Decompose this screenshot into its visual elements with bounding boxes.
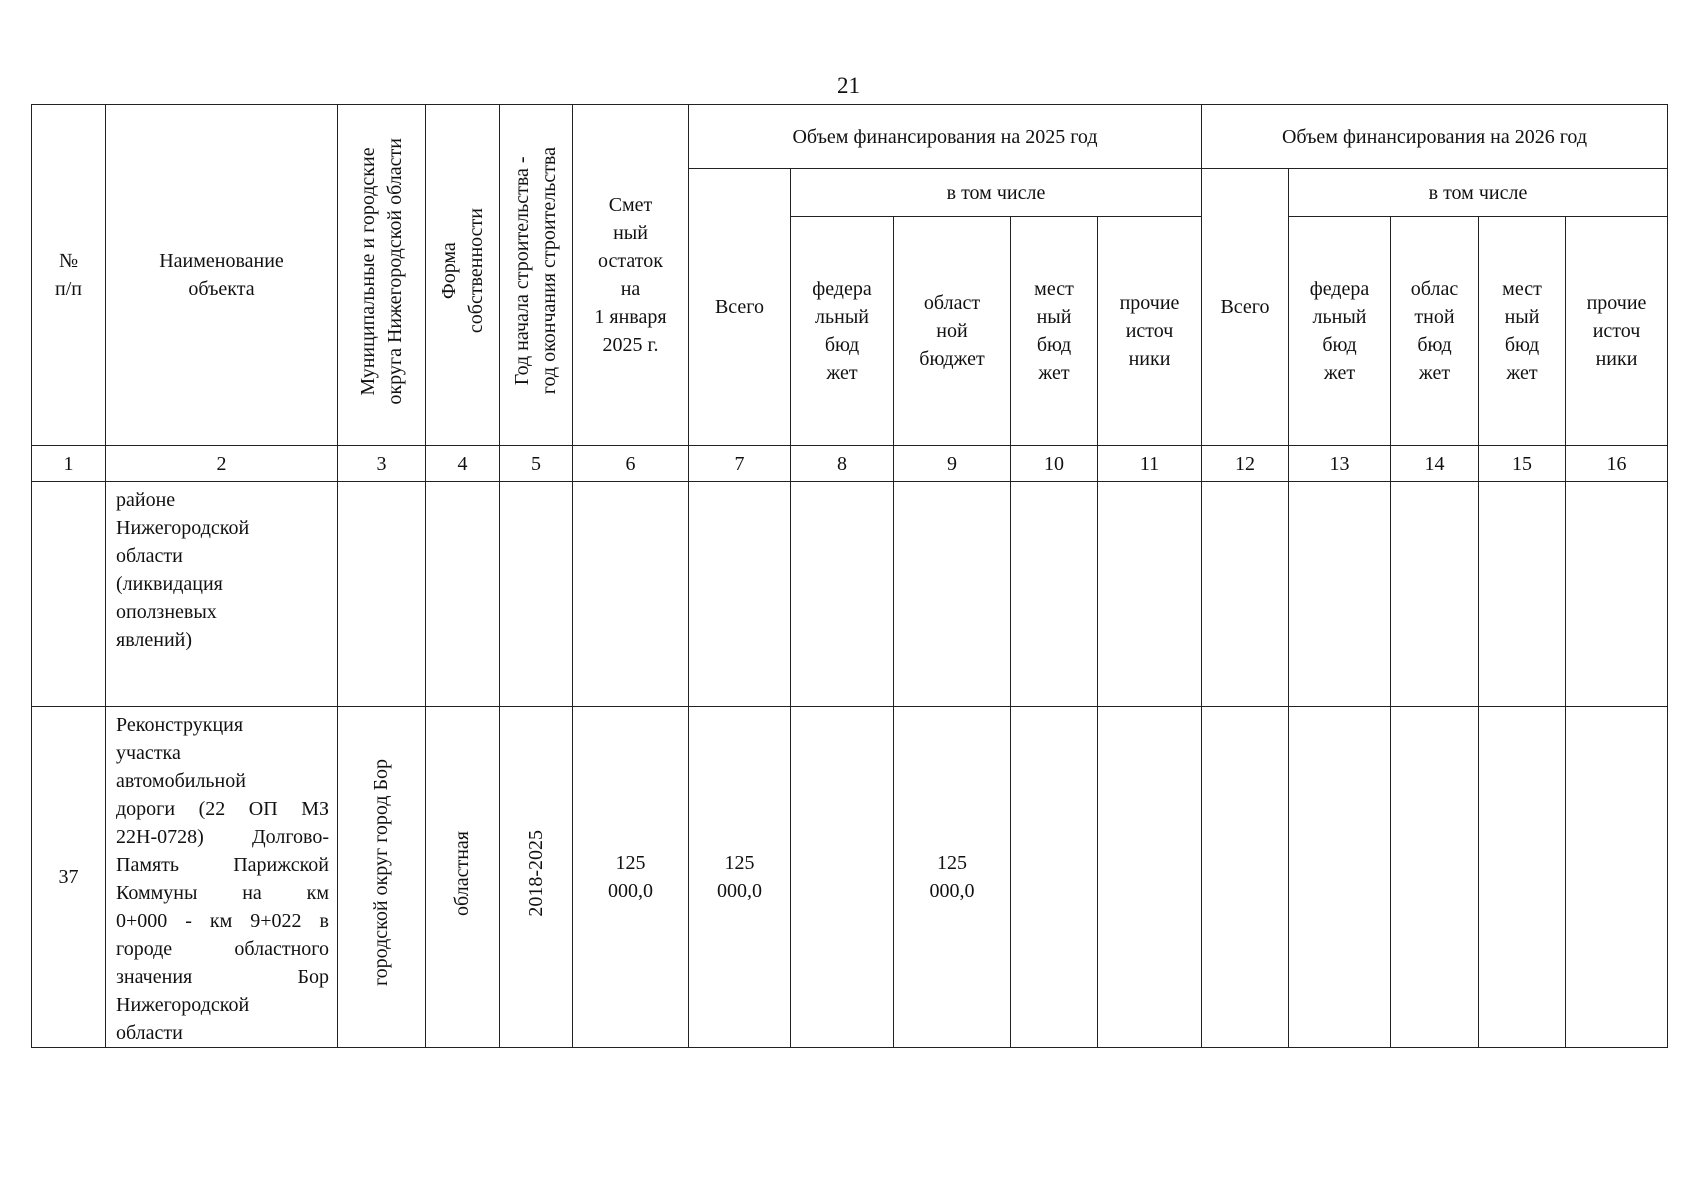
column-number: 4	[426, 446, 500, 482]
total-2026-cell	[1202, 482, 1289, 707]
column-number: 12	[1202, 446, 1289, 482]
object-name-text	[116, 711, 329, 1047]
federal-2025-cell	[791, 707, 894, 1048]
local-2026-cell	[1479, 707, 1566, 1048]
header-ownership-text: Форма собственности	[437, 208, 487, 334]
total-2025-cell	[689, 482, 791, 707]
other-2025-cell	[1098, 482, 1202, 707]
header-including-2026: в том числе	[1289, 169, 1668, 217]
object-name-line: области	[116, 1022, 183, 1044]
header-federal-2026: федера льный бюд жет	[1289, 217, 1391, 446]
estimate-cell: 125 000,0	[573, 707, 689, 1048]
header-regional-2026: облас тной бюд жет	[1391, 217, 1479, 446]
other-2025-cell	[1098, 707, 1202, 1048]
table-row-continuation	[32, 482, 1668, 707]
column-number: 1	[32, 446, 106, 482]
header-including-2025: в том числе	[791, 169, 1202, 217]
years-cell	[500, 482, 573, 707]
object-name-line: значения Бор	[116, 966, 329, 988]
header-years-text: Год начала строительства - год окончания строительства	[511, 147, 560, 395]
column-number: 2	[106, 446, 338, 482]
regional-2026-cell	[1391, 707, 1479, 1048]
object-name-line: автомобильной	[116, 770, 246, 792]
header-col-municipality	[338, 105, 426, 446]
ownership-cell	[426, 707, 500, 1048]
object-name-line: 0+000 - км 9+022 в	[116, 910, 329, 932]
column-number: 6	[573, 446, 689, 482]
regional-2025-cell: 125 000,0	[894, 707, 1011, 1048]
object-name	[106, 707, 338, 1048]
ownership-cell	[426, 482, 500, 707]
local-2025-cell	[1011, 707, 1098, 1048]
regional-2025-cell	[894, 482, 1011, 707]
header-col-years	[500, 105, 573, 446]
object-name-line: городе областного	[116, 938, 329, 960]
row-num	[32, 482, 106, 707]
header-funding-2026: Объем финансирования на 2026 год	[1202, 105, 1668, 169]
object-name-line: участка	[116, 742, 181, 764]
total-2025-cell: 125 000,0	[689, 707, 791, 1048]
header-local-2025: мест ный бюд жет	[1011, 217, 1098, 446]
column-number: 13	[1289, 446, 1391, 482]
header-municipality-text: Муниципальные и городские округа Нижегородской области	[356, 137, 406, 405]
header-local-2026: мест ный бюд жет	[1479, 217, 1566, 446]
total-2026-cell	[1202, 707, 1289, 1048]
object-name-line: Память Парижской	[116, 854, 329, 876]
federal-2025-cell	[791, 482, 894, 707]
federal-2026-cell	[1289, 482, 1391, 707]
other-2026-cell	[1566, 707, 1668, 1048]
header-total-2025: Всего	[689, 169, 791, 446]
municipality-text: городской округ город Бор	[370, 759, 392, 987]
header-col-name: Наименование объекта	[106, 105, 338, 446]
years-text: 2018-2025	[524, 829, 547, 917]
column-number: 14	[1391, 446, 1479, 482]
header-col-num: № п/п	[32, 105, 106, 446]
municipality-cell	[338, 707, 426, 1048]
object-name: районе Нижегородской области (ликвидация оползневых явлений)	[106, 482, 338, 707]
object-name-line: Коммуны на км	[116, 882, 329, 904]
column-number: 3	[338, 446, 426, 482]
object-name-line: дороги (22 ОП МЗ	[116, 798, 329, 820]
header-col-estimate: Смет ный остаток на 1 января 2025 г.	[573, 105, 689, 446]
object-name-line: Нижегородской	[116, 994, 250, 1016]
years-cell	[500, 707, 573, 1048]
other-2026-cell	[1566, 482, 1668, 707]
column-number: 10	[1011, 446, 1098, 482]
municipality-cell	[338, 482, 426, 707]
header-regional-2025: област ной бюджет	[894, 217, 1011, 446]
header-other-2025: прочие источ ники	[1098, 217, 1202, 446]
table-row-37	[32, 707, 1668, 1048]
header-other-2026: прочие источ ники	[1566, 217, 1668, 446]
financing-table	[31, 104, 1668, 1048]
object-name-line: 22Н-0728) Долгово-	[116, 826, 329, 848]
header-funding-2025: Объем финансирования на 2025 год	[689, 105, 1202, 169]
regional-2026-cell	[1391, 482, 1479, 707]
local-2026-cell	[1479, 482, 1566, 707]
header-col-ownership	[426, 105, 500, 446]
header-federal-2025: федера льный бюд жет	[791, 217, 894, 446]
header-row-1	[32, 105, 1668, 169]
column-number: 5	[500, 446, 573, 482]
column-number: 15	[1479, 446, 1566, 482]
column-number: 8	[791, 446, 894, 482]
page-number: 21	[837, 73, 860, 98]
ownership-text: областная	[451, 830, 473, 916]
column-number: 7	[689, 446, 791, 482]
column-number: 9	[894, 446, 1011, 482]
row-num: 37	[32, 707, 106, 1048]
estimate-cell	[573, 482, 689, 707]
column-number: 16	[1566, 446, 1668, 482]
object-name-line: Реконструкция	[116, 714, 244, 736]
header-total-2026: Всего	[1202, 169, 1289, 446]
column-number-row	[32, 446, 1668, 482]
federal-2026-cell	[1289, 707, 1391, 1048]
local-2025-cell	[1011, 482, 1098, 707]
column-number: 11	[1098, 446, 1202, 482]
